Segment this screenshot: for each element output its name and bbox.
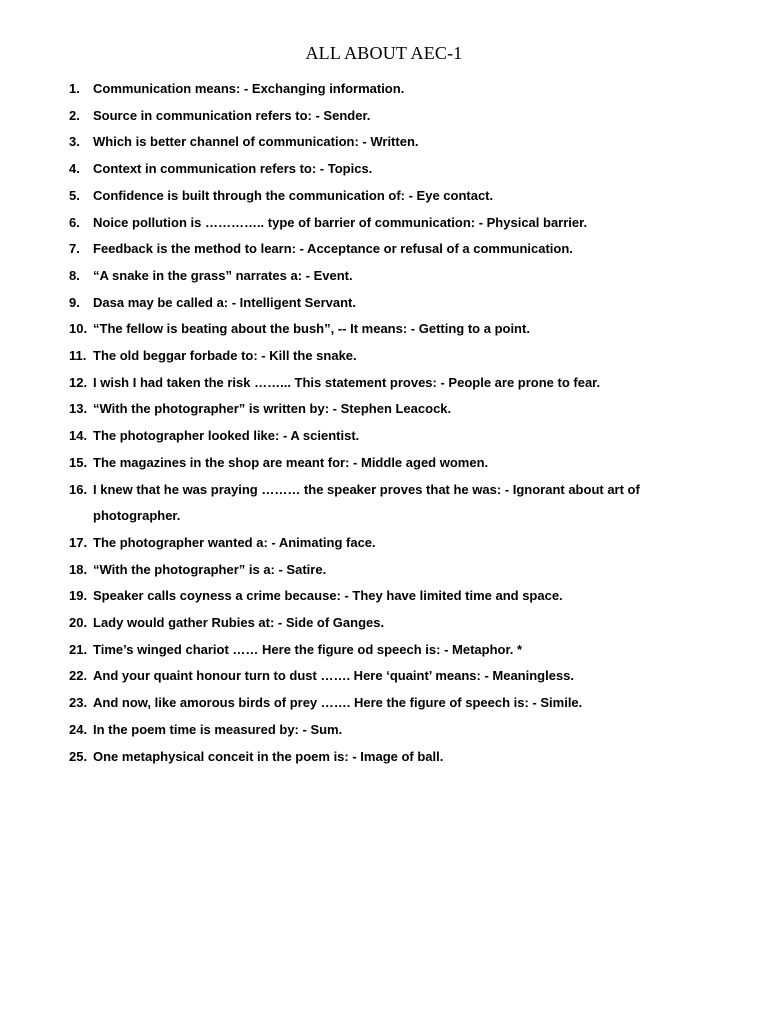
list-item	[0, 396, 768, 423]
item-text: Which is better channel of communication: - Written.	[93, 134, 419, 150]
item-text: Time’s winged chariot …… Here the figure od speech is: - Metaphor. *	[93, 641, 523, 657]
list-item	[0, 744, 768, 771]
list-item	[0, 183, 768, 210]
item-text: Speaker calls coyness a crime because: - They have limited time and space.	[93, 588, 563, 604]
list-item	[0, 637, 768, 664]
list-item	[0, 76, 768, 103]
list-item	[0, 370, 768, 397]
item-number: 7.	[69, 241, 80, 257]
item-text: Dasa may be called a: - Intelligent Servant.	[93, 294, 356, 310]
item-number: 5.	[69, 187, 80, 203]
item-number: 16.	[69, 481, 88, 497]
page-title: ALL ABOUT AEC-1	[305, 43, 463, 63]
list-item	[0, 343, 768, 370]
item-number: 9.	[69, 294, 80, 310]
item-number: 2.	[69, 107, 80, 123]
item-number: 1.	[69, 81, 80, 96]
item-text: The photographer wanted a: - Animating face.	[93, 534, 376, 550]
item-text: And now, like amorous birds of prey ……. Here the figure of speech is: - Simile.	[93, 695, 583, 711]
item-text: “The fellow is beating about the bush”, -- It means: - Getting to a point.	[93, 321, 530, 337]
item-number: 4.	[69, 161, 80, 177]
item-text: Feedback is the method to learn: - Acceptance or refusal of a communication.	[93, 241, 573, 257]
item-number: 18.	[69, 561, 88, 577]
list-item	[0, 477, 768, 530]
item-number: 15.	[69, 454, 88, 470]
item-text: I wish I had taken the risk ……... This statement proves: - People are prone to fear.	[93, 374, 601, 390]
item-number: 14.	[69, 428, 88, 444]
list-item	[0, 557, 768, 584]
item-text: Noice pollution is ………….. type of barrier of communication: - Physical barrier.	[93, 214, 588, 230]
list-item	[0, 103, 768, 130]
item-text: The magazines in the shop are meant for: - Middle aged women.	[93, 454, 489, 470]
item-number: 19.	[69, 588, 88, 604]
item-text: “A snake in the grass” narrates a: - Event.	[93, 267, 353, 283]
list-item	[0, 423, 768, 450]
list-item	[0, 530, 768, 557]
item-text: I knew that he was praying ……… the speaker proves that he was: - Ignorant about art of photographer.	[93, 481, 640, 524]
item-text: In the poem time is measured by: - Sum.	[93, 721, 343, 737]
item-text: Communication means: - Exchanging information.	[93, 81, 405, 96]
item-number: 20.	[69, 615, 88, 631]
item-number: 24.	[69, 721, 88, 737]
list-item	[0, 717, 768, 744]
list-item	[0, 583, 768, 610]
list-item	[0, 290, 768, 317]
item-number: 23.	[69, 695, 88, 711]
item-text: Source in communication refers to: - Sender.	[93, 107, 371, 123]
item-number: 17.	[69, 534, 88, 550]
item-number: 21.	[69, 641, 88, 657]
item-text: Confidence is built through the communication of: - Eye contact.	[93, 187, 494, 203]
item-number: 13.	[69, 401, 88, 417]
list-item	[0, 316, 768, 343]
item-text: “With the photographer” is written by: - Stephen Leacock.	[93, 401, 452, 417]
list-item	[0, 610, 768, 637]
list-item	[0, 129, 768, 156]
item-text: The old beggar forbade to: - Kill the snake.	[93, 348, 357, 364]
item-text: “With the photographer” is a: - Satire.	[93, 561, 327, 577]
list-item	[0, 210, 768, 237]
list-item	[0, 236, 768, 263]
item-number: 8.	[69, 267, 80, 283]
list-item	[0, 156, 768, 183]
item-number: 3.	[69, 134, 80, 150]
item-text: And your quaint honour turn to dust ……. Here ‘quaint’ means: - Meaningless.	[93, 668, 575, 684]
question-answer-list	[0, 76, 768, 770]
item-number: 11.	[69, 348, 87, 364]
item-number: 22.	[69, 668, 88, 684]
item-number: 6.	[69, 214, 80, 230]
item-number: 25.	[69, 748, 88, 764]
item-text: The photographer looked like: - A scientist.	[93, 428, 360, 444]
item-number: 10.	[69, 321, 88, 337]
item-number: 12.	[69, 374, 88, 390]
list-item	[0, 663, 768, 690]
list-item	[0, 263, 768, 290]
item-text: Lady would gather Rubies at: - Side of Ganges.	[93, 615, 385, 631]
list-item	[0, 450, 768, 477]
list-item	[0, 690, 768, 717]
item-text: One metaphysical conceit in the poem is: - Image of ball.	[93, 748, 444, 764]
item-text: Context in communication refers to: - Topics.	[93, 161, 373, 177]
